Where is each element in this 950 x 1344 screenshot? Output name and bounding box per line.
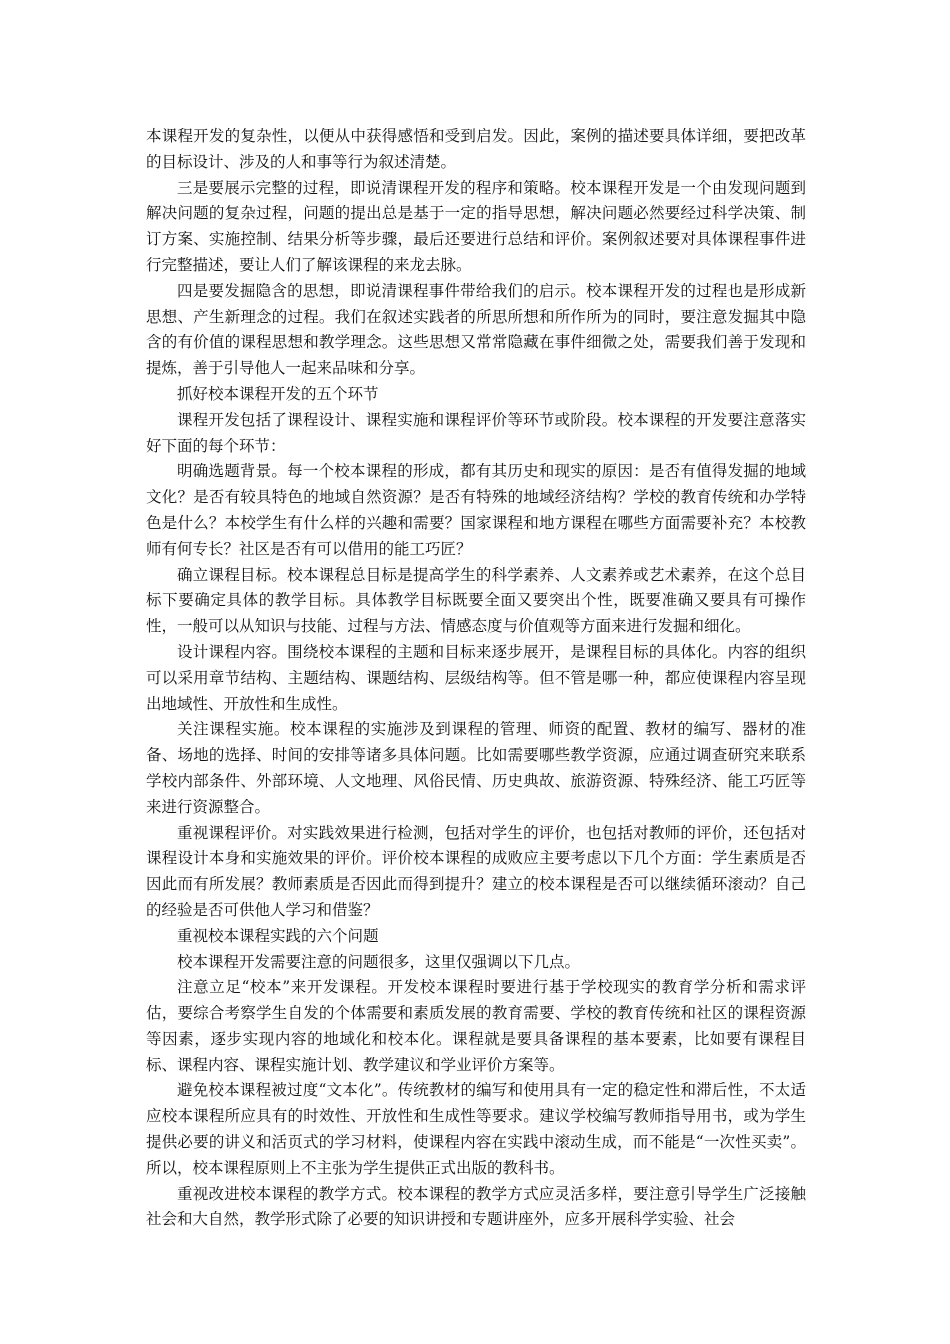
section-heading-six-issues: 重视校本课程实践的六个问题 [177,926,379,945]
paragraph-school-based: 注意立足“校本”来开发课程。开发校本课程时要进行基于学校现实的教育学分析和需求评估，要综合考察学生自发的个体需要和素质发展的教育需要、学校的教育传统和社区的课程资源等因素，逐步实现内容的地域化和校本化。课程就是要具备课程的基本要素，比如要有课程目标、课程内容、课程实施计划、教学建议和学业评价方案等。 [146,978,806,1074]
paragraph-complete-process: 三是要展示完整的过程，即说清课程开发的程序和策略。校本课程开发是一个由发现问题到解决问题的复杂过程，问题的提出总是基于一定的指导思想，解决问题必然要经过科学决策、制订方案、实施控制、结果分析等步骤，最后还要进行总结和评价。案例叙述要对具体课程事件进行完整描述，要让人们了解该课程的来龙去脉。 [146,178,806,274]
paragraph-course-implementation: 关注课程实施。校本课程的实施涉及到课程的管理、师资的配置、教材的编写、器材的准备、场地的选择、时间的安排等诸多具体问题。比如需要哪些教学资源，应通过调查研究来联系学校内部条件、外部环境、人文地理、风俗民情、历史典故、旅游资源、特殊经济、能工巧匠等来进行资源整合。 [146,720,806,816]
paragraph-course-goals: 确立课程目标。校本课程总目标是提高学生的科学素养、人文素养或艺术素养，在这个总目标下要确定具体的教学目标。具体教学目标既要全面又要突出个性，既要准确又要具有可操作性，一般可以从知识与技能、过程与方法、情感态度与价值观等方面来进行发掘和细化。 [146,565,806,636]
paragraph-six-issues-intro: 校本课程开发需要注意的问题很多，这里仅强调以下几点。 [177,952,581,971]
paragraph-continuation: 本课程开发的复杂性，以便从中获得感悟和受到启发。因此，案例的描述要具体详细，要把改革的目标设计、涉及的人和事等行为叙述清楚。 [146,127,806,171]
paragraph-course-content: 设计课程内容。围绕校本课程的主题和目标来逐步展开，是课程目标的具体化。内容的组织可以采用章节结构、主题结构、课题结构、层级结构等。但不管是哪一种，都应使课程内容呈现出地域性、开放性和生成性。 [146,642,806,713]
paragraph-avoid-textualization: 避免校本课程被过度“文本化”。传统教材的编写和使用具有一定的稳定性和滞后性，不太适应校本课程所应具有的时效性、开放性和生成性等要求。建议学校编写教师指导用书，或为学生提供必要的讲义和活页式的学习材料，使课程内容在实践中滚动生成，而不能是“一次性买卖”。所以，校本课程原则上不主张为学生提供正式出版的教科书。 [146,1081,806,1177]
paragraph-five-links-intro: 课程开发包括了课程设计、课程实施和课程评价等环节或阶段。校本课程的开发要注意落实好下面的每个环节： [146,410,806,455]
section-heading-five-links: 抓好校本课程开发的五个环节 [177,384,379,403]
paragraph-topic-background: 明确选题背景。每一个校本课程的形成，都有其历史和现实的原因：是否有值得发掘的地域文化？是否有较具特色的地域自然资源？是否有特殊的地域经济结构？学校的教育传统和办学特色是什么？本校学生有什么样的兴趣和需要？国家课程和地方课程在哪些方面需要补充？本校教师有何专长？社区是否有可以借用的能工巧匠？ [146,462,806,558]
paragraph-hidden-ideas: 四是要发掘隐含的思想，即说清课程事件带给我们的启示。校本课程开发的过程也是形成新思想、产生新理念的过程。我们在叙述实践者的所思所想和所作所为的同时，要注意发掘其中隐含的有价值的课程思想和教学理念。这些思想又常常隐藏在事件细微之处，需要我们善于发现和提炼，善于引导他人一起来品味和分享。 [146,281,806,378]
paragraph-course-evaluation: 重视课程评价。对实践效果进行检测，包括对学生的评价，也包括对教师的评价，还包括对课程设计本身和实施效果的评价。评价校本课程的成败应主要考虑以下几个方面：学生素质是否因此而有所发展？教师素质是否因此而得到提升？建立的校本课程是否可以继续循环滚动？自己的经验是否可供他人学习和借鉴？ [146,823,806,919]
paragraph-teaching-methods: 重视改进校本课程的教学方式。校本课程的教学方式应灵活多样，要注意引导学生广泛接触社会和大自然，教学形式除了必要的知识讲授和专题讲座外，应多开展科学实验、社会 [146,1184,806,1229]
document-body [146,124,806,1233]
